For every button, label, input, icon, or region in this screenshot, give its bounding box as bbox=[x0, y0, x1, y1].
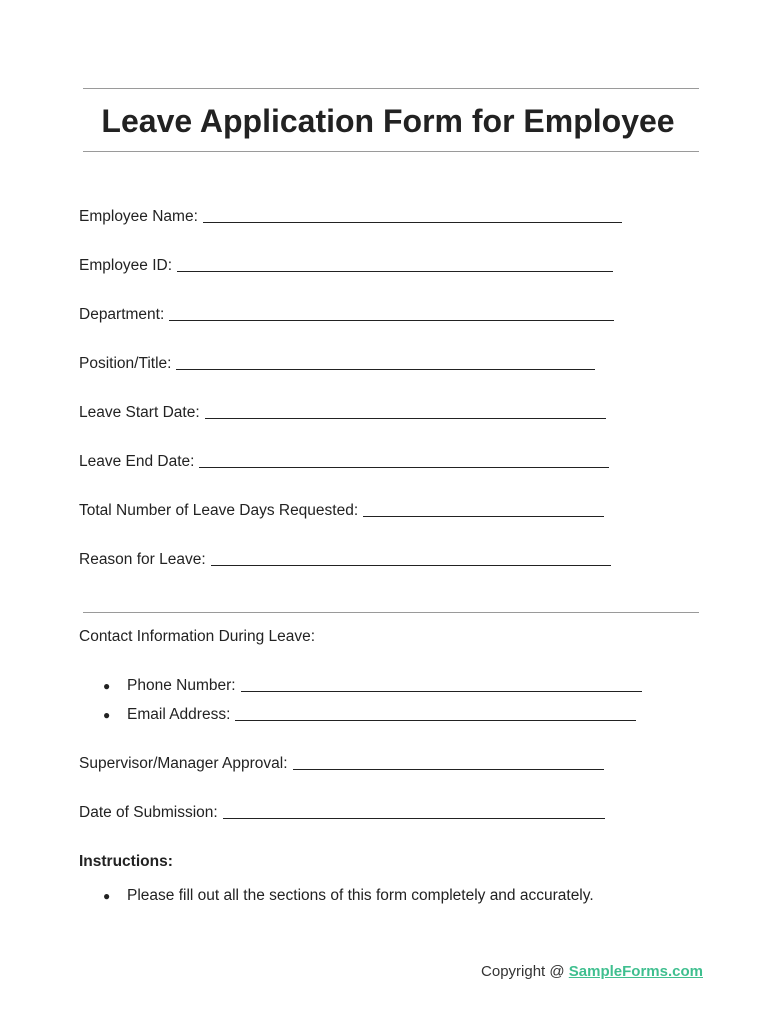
copyright-footer bbox=[481, 962, 703, 982]
copyright-prefix: Copyright @ bbox=[481, 963, 569, 980]
field-label: Department: bbox=[79, 306, 165, 323]
leave-end-date-blank[interactable] bbox=[199, 466, 609, 468]
bullet-icon: ● bbox=[103, 889, 111, 903]
page-title: Leave Application Form for Employee bbox=[101, 103, 675, 139]
instructions-heading: Instructions: bbox=[79, 853, 173, 870]
email-address-blank[interactable] bbox=[235, 719, 636, 721]
field-label: Leave Start Date: bbox=[79, 404, 200, 421]
instruction-item bbox=[103, 886, 594, 906]
date-of-submission-blank[interactable] bbox=[223, 817, 605, 819]
supervisor-approval-blank[interactable] bbox=[293, 768, 604, 770]
field-label: Date of Submission: bbox=[79, 804, 218, 821]
title-bottom-rule bbox=[83, 151, 699, 152]
title-top-rule bbox=[83, 88, 699, 89]
contact-item-label: Email Address: bbox=[127, 706, 231, 723]
field-leave-end-date bbox=[79, 452, 609, 472]
total-leave-days-blank[interactable] bbox=[363, 515, 604, 517]
field-label: Leave End Date: bbox=[79, 453, 195, 470]
section-divider bbox=[83, 612, 699, 613]
field-leave-start-date bbox=[79, 403, 606, 423]
bullet-icon: ● bbox=[103, 708, 111, 722]
field-employee-name bbox=[79, 207, 622, 227]
leave-start-date-blank[interactable] bbox=[205, 417, 606, 419]
phone-number-blank[interactable] bbox=[241, 690, 642, 692]
brand-link[interactable]: SampleForms.com bbox=[568, 963, 703, 980]
field-position-title bbox=[79, 354, 595, 374]
employee-id-blank[interactable] bbox=[177, 270, 613, 272]
field-reason-for-leave bbox=[79, 550, 611, 570]
instruction-text: Please fill out all the sections of this form completely and accurately. bbox=[127, 887, 594, 904]
reason-for-leave-blank[interactable] bbox=[211, 564, 611, 566]
employee-name-blank[interactable] bbox=[203, 221, 622, 223]
contact-item-email bbox=[103, 705, 636, 725]
field-label: Reason for Leave: bbox=[79, 551, 206, 568]
field-employee-id bbox=[79, 256, 613, 276]
field-label: Total Number of Leave Days Requested: bbox=[79, 502, 359, 519]
field-date-of-submission bbox=[79, 803, 605, 823]
department-blank[interactable] bbox=[169, 319, 614, 321]
position-title-blank[interactable] bbox=[176, 368, 595, 370]
contact-item-phone bbox=[103, 676, 642, 696]
field-department bbox=[79, 305, 614, 325]
field-label: Employee ID: bbox=[79, 257, 173, 274]
field-label: Employee Name: bbox=[79, 208, 198, 225]
contact-item-label: Phone Number: bbox=[127, 677, 236, 694]
field-label: Supervisor/Manager Approval: bbox=[79, 755, 288, 772]
field-supervisor-approval bbox=[79, 754, 604, 774]
field-label: Position/Title: bbox=[79, 355, 172, 372]
contact-heading: Contact Information During Leave: bbox=[79, 628, 316, 645]
bullet-icon: ● bbox=[103, 679, 111, 693]
field-total-leave-days bbox=[79, 501, 604, 521]
